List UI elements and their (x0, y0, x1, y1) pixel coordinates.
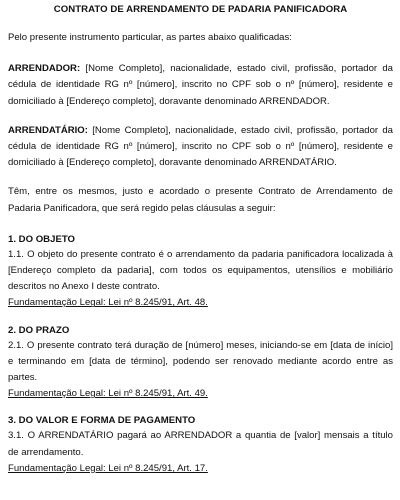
section-body: 2.1. O presente contrato terá duração de [número] meses, iniciando-se em [data de início] e terminando em [data de término], podendo ser renovado mediante acordo entre as partes. (8, 339, 393, 384)
section-title: 3. DO VALOR E FORMA DE PAGAMENTO (8, 415, 196, 427)
lessee-text: [Nome Completo], nacionalidade, estado civil, profissão, portador da cédula de identidade RG nº [número], inscrito no CPF sob o nº [número], residente e domiciliado à [Endereço completo], doravante denominado ARRENDATÁRIO. (8, 124, 393, 169)
section-object (8, 232, 393, 312)
lessor-text: [Nome Completo], nacionalidade, estado civil, profissão, portador da cédula de identidade RG nº [número], inscrito no CPF sob o nº [número], residente e domiciliado à [Endereço completo], doravante denominado ARRENDADOR. (8, 63, 393, 107)
lessor-label: ARRENDADOR: (8, 63, 81, 75)
legal-basis: Fundamentação Legal: Lei nº 8.245/91, Art. 48. (8, 297, 208, 309)
section-title: 1. DO OBJETO (8, 233, 75, 245)
section-body: 1.1. O objeto do presente contrato é o arrendamento da padaria panificadora localizada à [Endereço completo da padaria], com todos os equipamentos, utensílios e mobiliário descritos no Anexo I deste contrato. (8, 248, 393, 293)
intro-paragraph: Pelo presente instrumento particular, as partes abaixo qualificadas: (8, 32, 292, 43)
preamble-paragraph: Têm, entre os mesmos, justo e acordado o presente Contrato de Arrendamento de Padaria Panificadora, que será regido pelas cláusulas a seguir: (8, 186, 393, 214)
lessee-paragraph (8, 123, 393, 172)
section-title: 2. DO PRAZO (8, 324, 70, 336)
legal-basis: Fundamentação Legal: Lei nº 8.245/91, Art. 17. (8, 462, 208, 474)
section-payment (8, 413, 393, 477)
section-body: 3.1. O ARRENDATÁRIO pagará ao ARRENDADOR a quantia de [valor] mensais a título de arrendamento. (8, 430, 393, 458)
section-term (8, 323, 393, 403)
document-title: CONTRATO DE ARRENDAMENTO DE PADARIA PANIFICADORA (53, 4, 348, 15)
lessee-label: ARRENDATÁRIO: (8, 124, 88, 136)
lessor-paragraph (8, 61, 393, 110)
legal-basis: Fundamentação Legal: Lei nº 8.245/91, Art. 49. (8, 388, 208, 400)
